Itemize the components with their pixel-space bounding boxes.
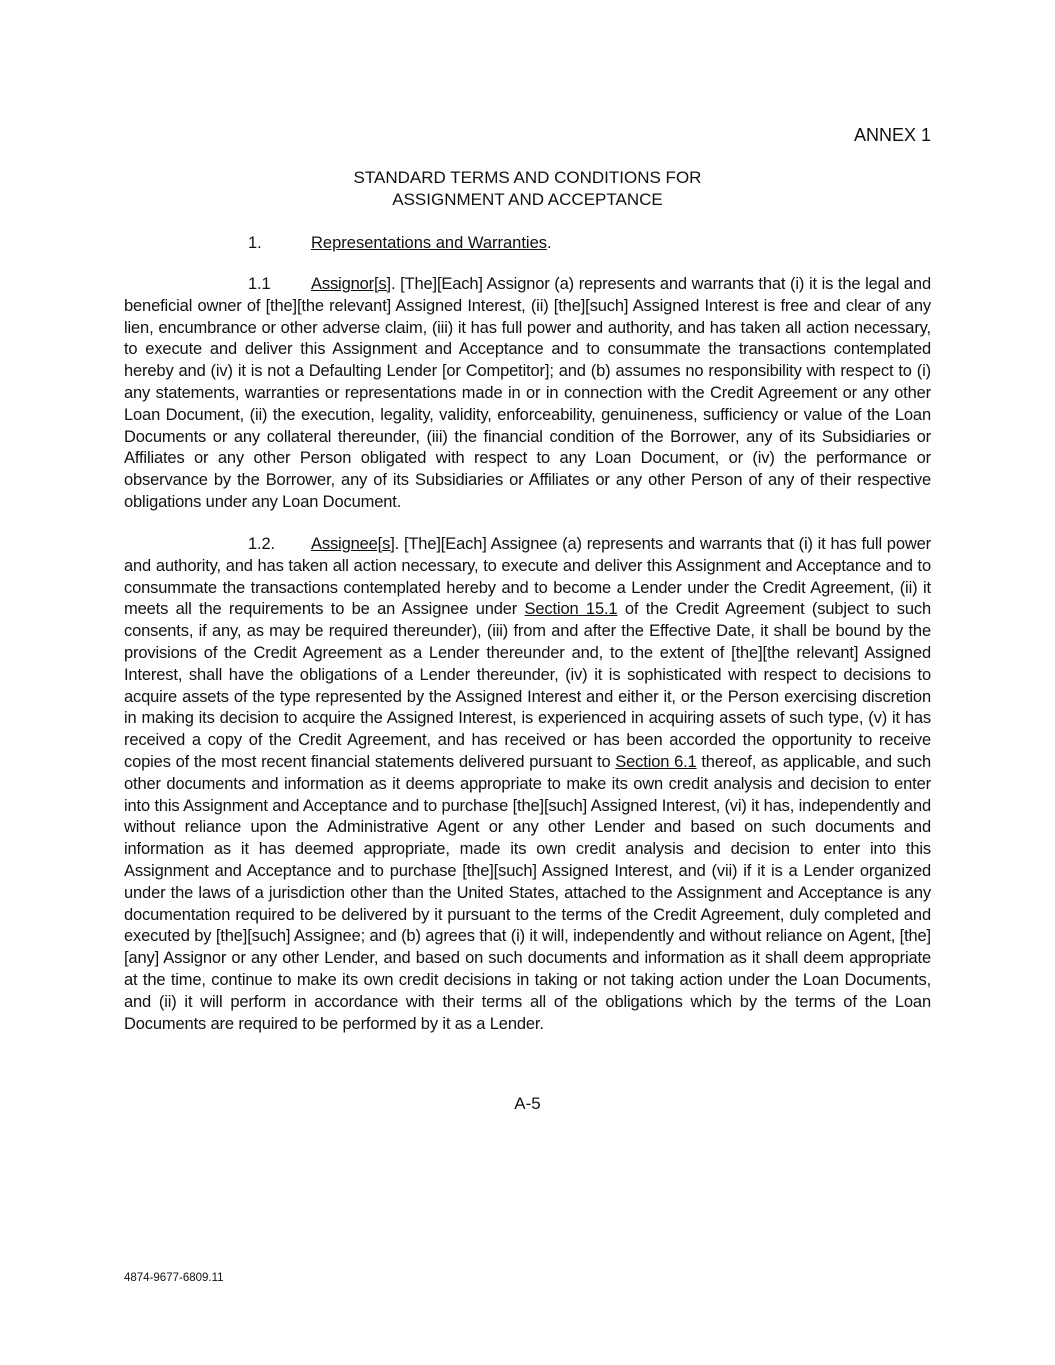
section-1-number: 1. [248, 234, 262, 252]
page-number: A-5 [514, 1094, 541, 1113]
paragraph-1-2 [124, 534, 931, 1035]
annex-label: ANNEX 1 [853, 125, 931, 145]
paragraph-1-1-heading: Assignor[s] [311, 275, 391, 293]
title-line-1: STANDARD TERMS AND CONDITIONS FOR [353, 168, 702, 187]
paragraph-1-2-text-part-1: . [The][Each] Assignee (a) represents and warrants that (i) it has full power and authority, and has taken all action necessary, to execute and deliver this Assignment and Acceptance and to consummate the transactions contemplated hereby and to become a Lender under the Credit Agreement, (ii) it meets all the requirements to be an Assignee under [124, 535, 931, 619]
paragraph-1-1 [124, 274, 931, 514]
paragraph-1-1-number: 1.1 [248, 275, 271, 293]
section-1-heading [248, 232, 552, 254]
paragraph-1-2-heading: Assignee[s] [311, 535, 395, 553]
section-15-1-reference: Section 15.1 [524, 600, 618, 619]
paragraph-1-2-number: 1.2. [248, 535, 275, 553]
section-1-title-period: . [547, 234, 552, 252]
document-id: 4874-9677-6809.11 [124, 1272, 224, 1284]
section-1-title: Representations and Warranties [311, 234, 548, 252]
paragraph-1-2-text-part-3: thereof, as applicable, and such other documents and information as it deems appropriate to make its own credit analysis and decision to enter into this Assignment and Acceptance and to purchase [the][such] Assigned Interest, (vi) it has, independently and without reliance upon the Administrative Agent or any other Lender and based on such documents and information as it has deemed appropriate, made its own credit analysis and decision to enter into this Assignment and Acceptance and to purchase [the][such] Assigned Interest, and (vii) if it is a Lender organized under the laws of a jurisdiction other than the United States, attached to the Assignment and Acceptance is any documentation required to be delivered by it pursuant to the terms of the Credit Agreement, duly completed and executed by [the][such] Assignee; and (b) agrees that (i) it will, independently and without reliance on Agent, [the][any] Assignor or any other Lender, and based on such documents and information as it shall deem appropriate at the time, continue to make its own credit decisions in taking or not taking action under the Loan Documents, and (ii) it will perform in accordance with their terms all of the obligations which by the terms of the Loan Documents are required to be performed by it as a Lender. [124, 752, 932, 1033]
paragraph-1-1-text: . [The][Each] Assignor (a) represents and warrants that (i) it is the legal and beneficial owner of [the][the relevant] Assigned Interest, (ii) [the][such] Assigned Interest is free and clear of any lien, encumbrance or other adverse claim, (iii) it has full power and authority, and has taken all action necessary, to execute and deliver this Assignment and Acceptance and to consummate the transactions contemplated hereby and (iv) it is not a Defaulting Lender [or Competitor]; and (b) assumes no responsibility with respect to (i) any statements, warranties or representations made in or in connection with the Credit Agreement or any other Loan Document, (ii) the execution, legality, validity, enforceability, genuineness, sufficiency or value of the Loan Documents or any collateral thereunder, (iii) the financial condition of the Borrower, any of its Subsidiaries or Affiliates or any other Person obligated with respect to any Loan Document, or (iv) the performance or observance by the Borrower, any of its Subsidiaries or Affiliates or any other Person of any of their respective obligations under any Loan Document. [124, 275, 931, 511]
section-6-1-reference: Section 6.1 [615, 752, 697, 771]
paragraph-1-2-text-part-2: of the Credit Agreement (subject to such consents, if any, as may be required thereunder), (iii) from and after the Effective Date, it shall be bound by the provisions of the Credit Agreement as a Lender thereunder and, to the extent of [the][the relevant] Assigned Interest, shall have the obligations of a Lender thereunder, (iv) it is sophisticated with respect to decisions to acquire assets of the type represented by the Assigned Interest and either it, or the Person exercising discretion in making its decision to acquire the Assigned Interest, is experienced in acquiring assets of such type, (v) it has received a copy of the Credit Agreement, and has received or has been accorded the opportunity to receive copies of the most recent financial statements delivered pursuant to [124, 600, 932, 771]
page-title [0, 167, 1055, 211]
title-line-2: ASSIGNMENT AND ACCEPTANCE [392, 190, 663, 209]
